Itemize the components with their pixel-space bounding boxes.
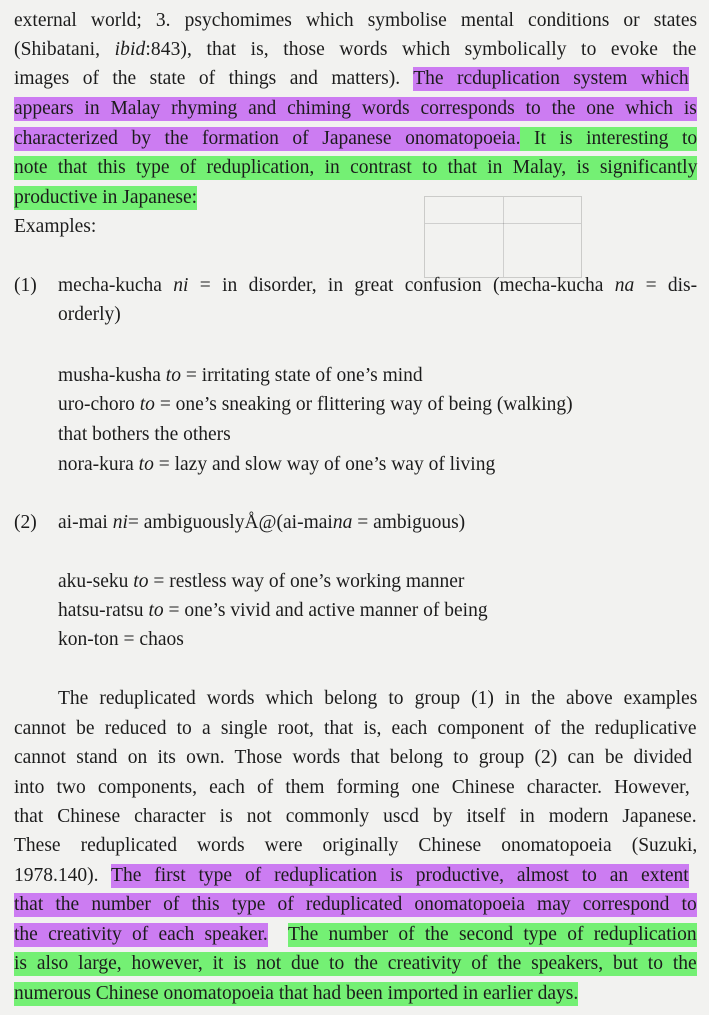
text-line-5 (14, 126, 697, 151)
highlight-green: is also large, however, it is not due to the creativity of the speakers, but to the (14, 953, 697, 974)
example-1-nora-kura: nora-kura to = lazy and slow way of one’s way of living (58, 454, 496, 475)
para2-line-8 (14, 892, 697, 917)
text-line-6 (14, 155, 697, 180)
para2-line-1: The reduplicated words which belong to group (1) in the above examples (58, 688, 698, 709)
bleed-through-table (424, 196, 582, 278)
highlight-green: productive in Japanese: (14, 187, 198, 208)
example-number-1: (1) (14, 275, 37, 296)
example-number-2: (2) (14, 512, 37, 533)
para2-line-6: These reduplicated words were originally Chinese onomatopoeia (Suzuki, (14, 835, 698, 856)
examples-heading: Examples: (14, 216, 97, 237)
para2-line-2: cannot be reduced to a single root, that is, each component of the reduplicative (14, 718, 697, 739)
example-2-kon-ton: kon-ton = chaos (58, 629, 184, 650)
text-line-7 (14, 185, 197, 210)
example-1-line-2: orderly) (58, 304, 121, 325)
text-line-1: external world; 3. psychomimes which symbolise mental conditions or states (14, 10, 698, 31)
highlight-green: note that this type of reduplication, in contrast to that in Malay, is significantly (14, 157, 698, 178)
highlight-green: The number of the second type of reduplication (287, 924, 697, 945)
example-1-line-1: mecha-kucha ni = in disorder, in great confusion (mecha-kucha na = dis- (58, 275, 698, 296)
highlight-purple: the creativity of each speaker. (14, 924, 268, 945)
highlight-purple: The first type of reduplication is productive, almost to an extent (111, 865, 689, 886)
highlight-purple: that the number of this type of reduplicated onomatopoeia may correspond to (14, 894, 697, 915)
para2-line-9 (14, 922, 697, 947)
example-2-ai-mai: ai-mai ni= ambiguouslyÅ@(ai-maina = ambiguous) (58, 512, 466, 533)
para2-line-11 (14, 981, 578, 1006)
highlight-purple: The rcduplication system which (413, 68, 689, 89)
para2-line-3: cannot stand on its own. Those words that belong to group (2) can be divided (14, 747, 693, 768)
para2-line-5: that Chinese character is not commonly uscd by itself in modern Japanese. (14, 806, 697, 827)
example-1-musha-kusha: musha-kusha to = irritating state of one’s mind (58, 365, 423, 386)
para2-line-10 (14, 951, 697, 976)
para2-line-4: into two components, each of them forming one Chinese character. However, (14, 777, 690, 798)
para2-line-7: 1978.140). The first type of reduplication is productive, almost to an extent (14, 865, 689, 886)
highlight-purple: appears in Malay rhyming and chiming words corresponds to the one which is (14, 98, 697, 119)
example-1-uro-choro: uro-choro to = one’s sneaking or flittering way of being (walking) (58, 394, 573, 415)
example-2-aku-seku: aku-seku to = restless way of one’s working manner (58, 571, 465, 592)
text-line-2: (Shibatani, ibid:843), that is, those words which symbolically to evoke the (14, 39, 697, 60)
highlight-green: numerous Chinese onomatopoeia that had been imported in earlier days. (14, 983, 579, 1004)
text-line-3: images of the state of things and matters). The rcduplication system which (14, 68, 689, 89)
example-1-uro-choro-cont: that bothers the others (58, 424, 231, 445)
highlight-green: It is interesting to (520, 128, 698, 149)
example-2-hatsu-ratsu: hatsu-ratsu to = one’s vivid and active manner of being (58, 600, 488, 621)
text-line-4 (14, 96, 697, 121)
highlight-purple: characterized by the formation of Japanese onomatopoeia. (14, 128, 521, 149)
